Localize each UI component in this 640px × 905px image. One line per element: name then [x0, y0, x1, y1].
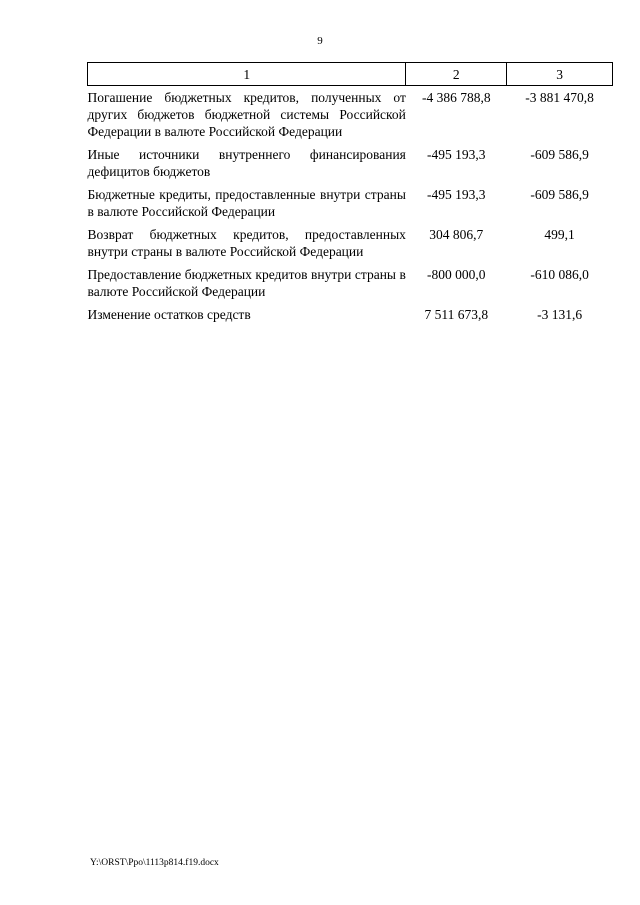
- column-header-1: 1: [88, 63, 406, 86]
- row-description: Бюджетные кредиты, предоставленные внутри страны в валюте Российской Федерации: [87, 187, 406, 219]
- row-value-col3: -3 881 470,8: [525, 90, 594, 105]
- row-value-col2: 7 511 673,8: [424, 307, 489, 322]
- table-row: [88, 306, 613, 329]
- budget-sources-table: [87, 62, 613, 329]
- row-description: Изменение остатков средств: [87, 307, 251, 322]
- row-value-col2: -495 193,3: [427, 147, 486, 162]
- row-description: Возврат бюджетных кредитов, предоставленных внутри страны в валюте Российской Федерации: [87, 227, 406, 259]
- row-value-col3: -609 586,9: [530, 147, 589, 162]
- row-description: Погашение бюджетных кредитов, полученных от других бюджетов бюджетной системы Российской Федерации в валюте Российской Федерации: [87, 90, 406, 139]
- table-row: [88, 186, 613, 226]
- table-row: [88, 86, 613, 147]
- table-row: [88, 266, 613, 306]
- table-header-row: [88, 63, 613, 86]
- row-value-col2: -800 000,0: [427, 267, 486, 282]
- table-row: [88, 226, 613, 266]
- column-header-3: 3: [507, 63, 613, 86]
- row-value-col3: -610 086,0: [530, 267, 589, 282]
- row-value-col3: -609 586,9: [530, 187, 589, 202]
- row-value-col3: 499,1: [544, 227, 575, 242]
- row-description: Предоставление бюджетных кредитов внутри страны в валюте Российской Федерации: [87, 267, 406, 299]
- footer-file-path: Y:\ORST\Ppo\1113p814.f19.docx: [90, 858, 219, 868]
- row-value-col3: -3 131,6: [537, 307, 583, 322]
- table-row: [88, 146, 613, 186]
- column-header-2: 2: [406, 63, 507, 86]
- row-description: Иные источники внутреннего финансирования дефицитов бюджетов: [87, 147, 406, 179]
- page-number: 9: [317, 35, 323, 47]
- row-value-col2: -4 386 788,8: [421, 90, 491, 105]
- row-value-col2: 304 806,7: [429, 227, 484, 242]
- row-value-col2: -495 193,3: [427, 187, 486, 202]
